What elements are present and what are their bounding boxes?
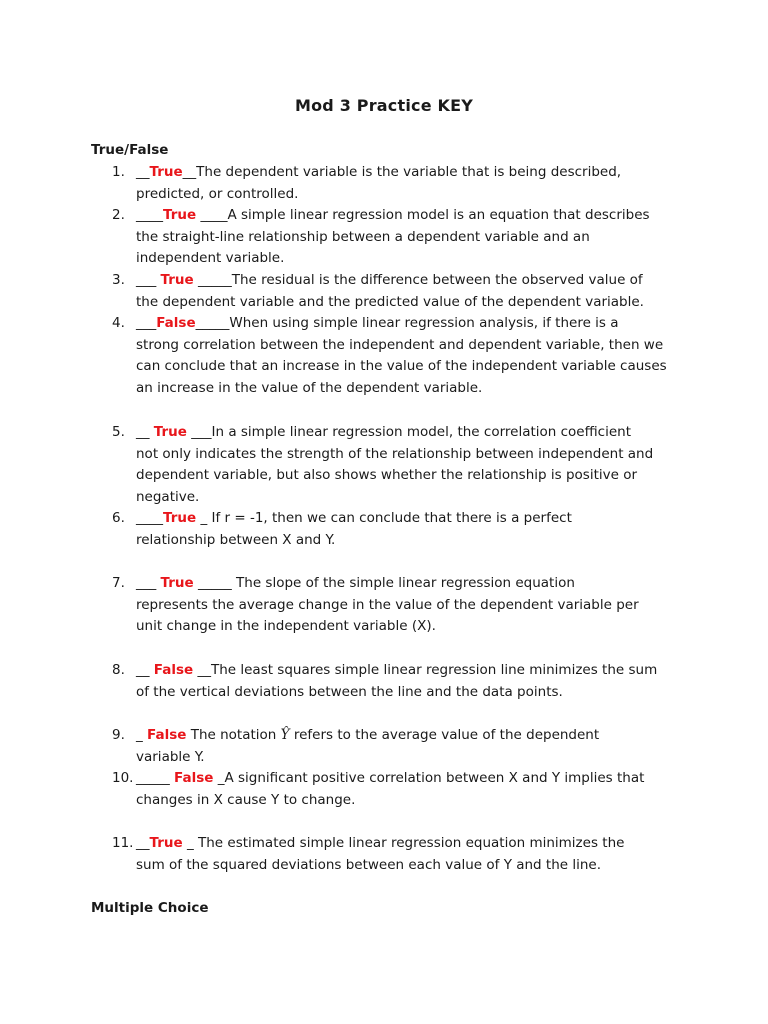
question-text-line: unit change in the independent variable (X). [136, 618, 436, 635]
question-number: 1. [112, 164, 125, 180]
question-number: 2. [112, 207, 125, 223]
answer-false: False [156, 315, 196, 331]
question-first-line: __True _ The estimated simple linear regression equation minimizes the [136, 835, 625, 851]
question-3 [112, 270, 672, 313]
answer-false: False [174, 770, 214, 786]
question-text-line: relationship between X and Y. [136, 531, 336, 548]
page-title: Mod 3 Practice KEY [294, 96, 474, 115]
question-6 [112, 508, 672, 551]
question-10 [112, 768, 672, 811]
question-4 [112, 313, 672, 400]
question-5 [112, 422, 672, 509]
question-number: 9. [112, 727, 125, 743]
question-first-line: __ True ___In a simple linear regression model, the correlation coefficient [136, 424, 631, 440]
question-text-line: negative. [136, 489, 200, 506]
question-text-line: an increase in the value of the dependent variable. [136, 380, 483, 397]
question-7 [112, 573, 672, 638]
question-number: 8. [112, 662, 125, 678]
question-text-line: variable Y. [136, 748, 205, 765]
answer-true: True [163, 510, 197, 526]
section-heading-true-false: True/False [91, 142, 169, 158]
question-text-line: independent variable. [136, 250, 285, 267]
answer-true: True [163, 207, 197, 223]
question-first-line: _ False The notation Ŷ refers to the average value of the dependent [136, 727, 600, 743]
question-2 [112, 205, 672, 270]
question-number: 5. [112, 424, 125, 440]
answer-true: True [149, 164, 183, 180]
answer-true: True [153, 424, 187, 440]
question-text-line: dependent variable, but also shows whether the relationship is positive or [136, 467, 638, 484]
question-first-line: ___ True _____ The slope of the simple linear regression equation [136, 575, 575, 591]
question-text-line: the straight-line relationship between a dependent variable and an [136, 228, 590, 245]
question-9 [112, 725, 672, 768]
section-heading-multiple-choice: Multiple Choice [91, 900, 209, 916]
question-1 [112, 162, 672, 205]
question-text-line: changes in X cause Y to change. [136, 791, 356, 808]
answer-false: False [153, 662, 194, 678]
question-first-line: _____ False _A significant positive correlation between X and Y implies that [136, 770, 645, 786]
question-number: 10. [112, 770, 134, 786]
question-first-line: ____True _ If r = -1, then we can conclude that there is a perfect [136, 510, 572, 526]
answer-false: False [147, 727, 187, 743]
question-text-line: can conclude that an increase in the value of the independent variable causes [136, 358, 667, 375]
question-first-line: __ False __The least squares simple linear regression line minimizes the sum [136, 662, 658, 678]
question-number: 7. [112, 575, 125, 591]
question-number: 4. [112, 315, 125, 331]
question-text-line: the dependent variable and the predicted value of the dependent variable. [136, 293, 644, 310]
question-first-line: __True__The dependent variable is the variable that is being described, [136, 164, 622, 180]
question-text-line: strong correlation between the independent and dependent variable, then we [136, 336, 664, 353]
answer-true: True [160, 272, 194, 288]
question-number: 11. [112, 835, 134, 851]
question-first-line: ___ True _____The residual is the difference between the observed value of [136, 272, 643, 288]
question-number: 6. [112, 510, 125, 526]
y-hat-symbol: Ŷ [280, 727, 290, 743]
question-number: 3. [112, 272, 125, 288]
question-text-line: predicted, or controlled. [136, 185, 299, 202]
answer-true: True [160, 575, 194, 591]
question-text-line: of the vertical deviations between the line and the data points. [136, 683, 563, 700]
answer-true: True [149, 835, 183, 851]
question-text-line: sum of the squared deviations between each value of Y and the line. [136, 856, 602, 873]
question-first-line: ____True ____A simple linear regression model is an equation that describes [136, 207, 650, 223]
question-text-line: not only indicates the strength of the relationship between independent and [136, 445, 654, 462]
question-text-line: represents the average change in the value of the dependent variable per [136, 596, 639, 613]
question-8 [112, 660, 672, 703]
question-11 [112, 833, 672, 876]
question-first-line: ___False_____When using simple linear regression analysis, if there is a [136, 315, 619, 331]
